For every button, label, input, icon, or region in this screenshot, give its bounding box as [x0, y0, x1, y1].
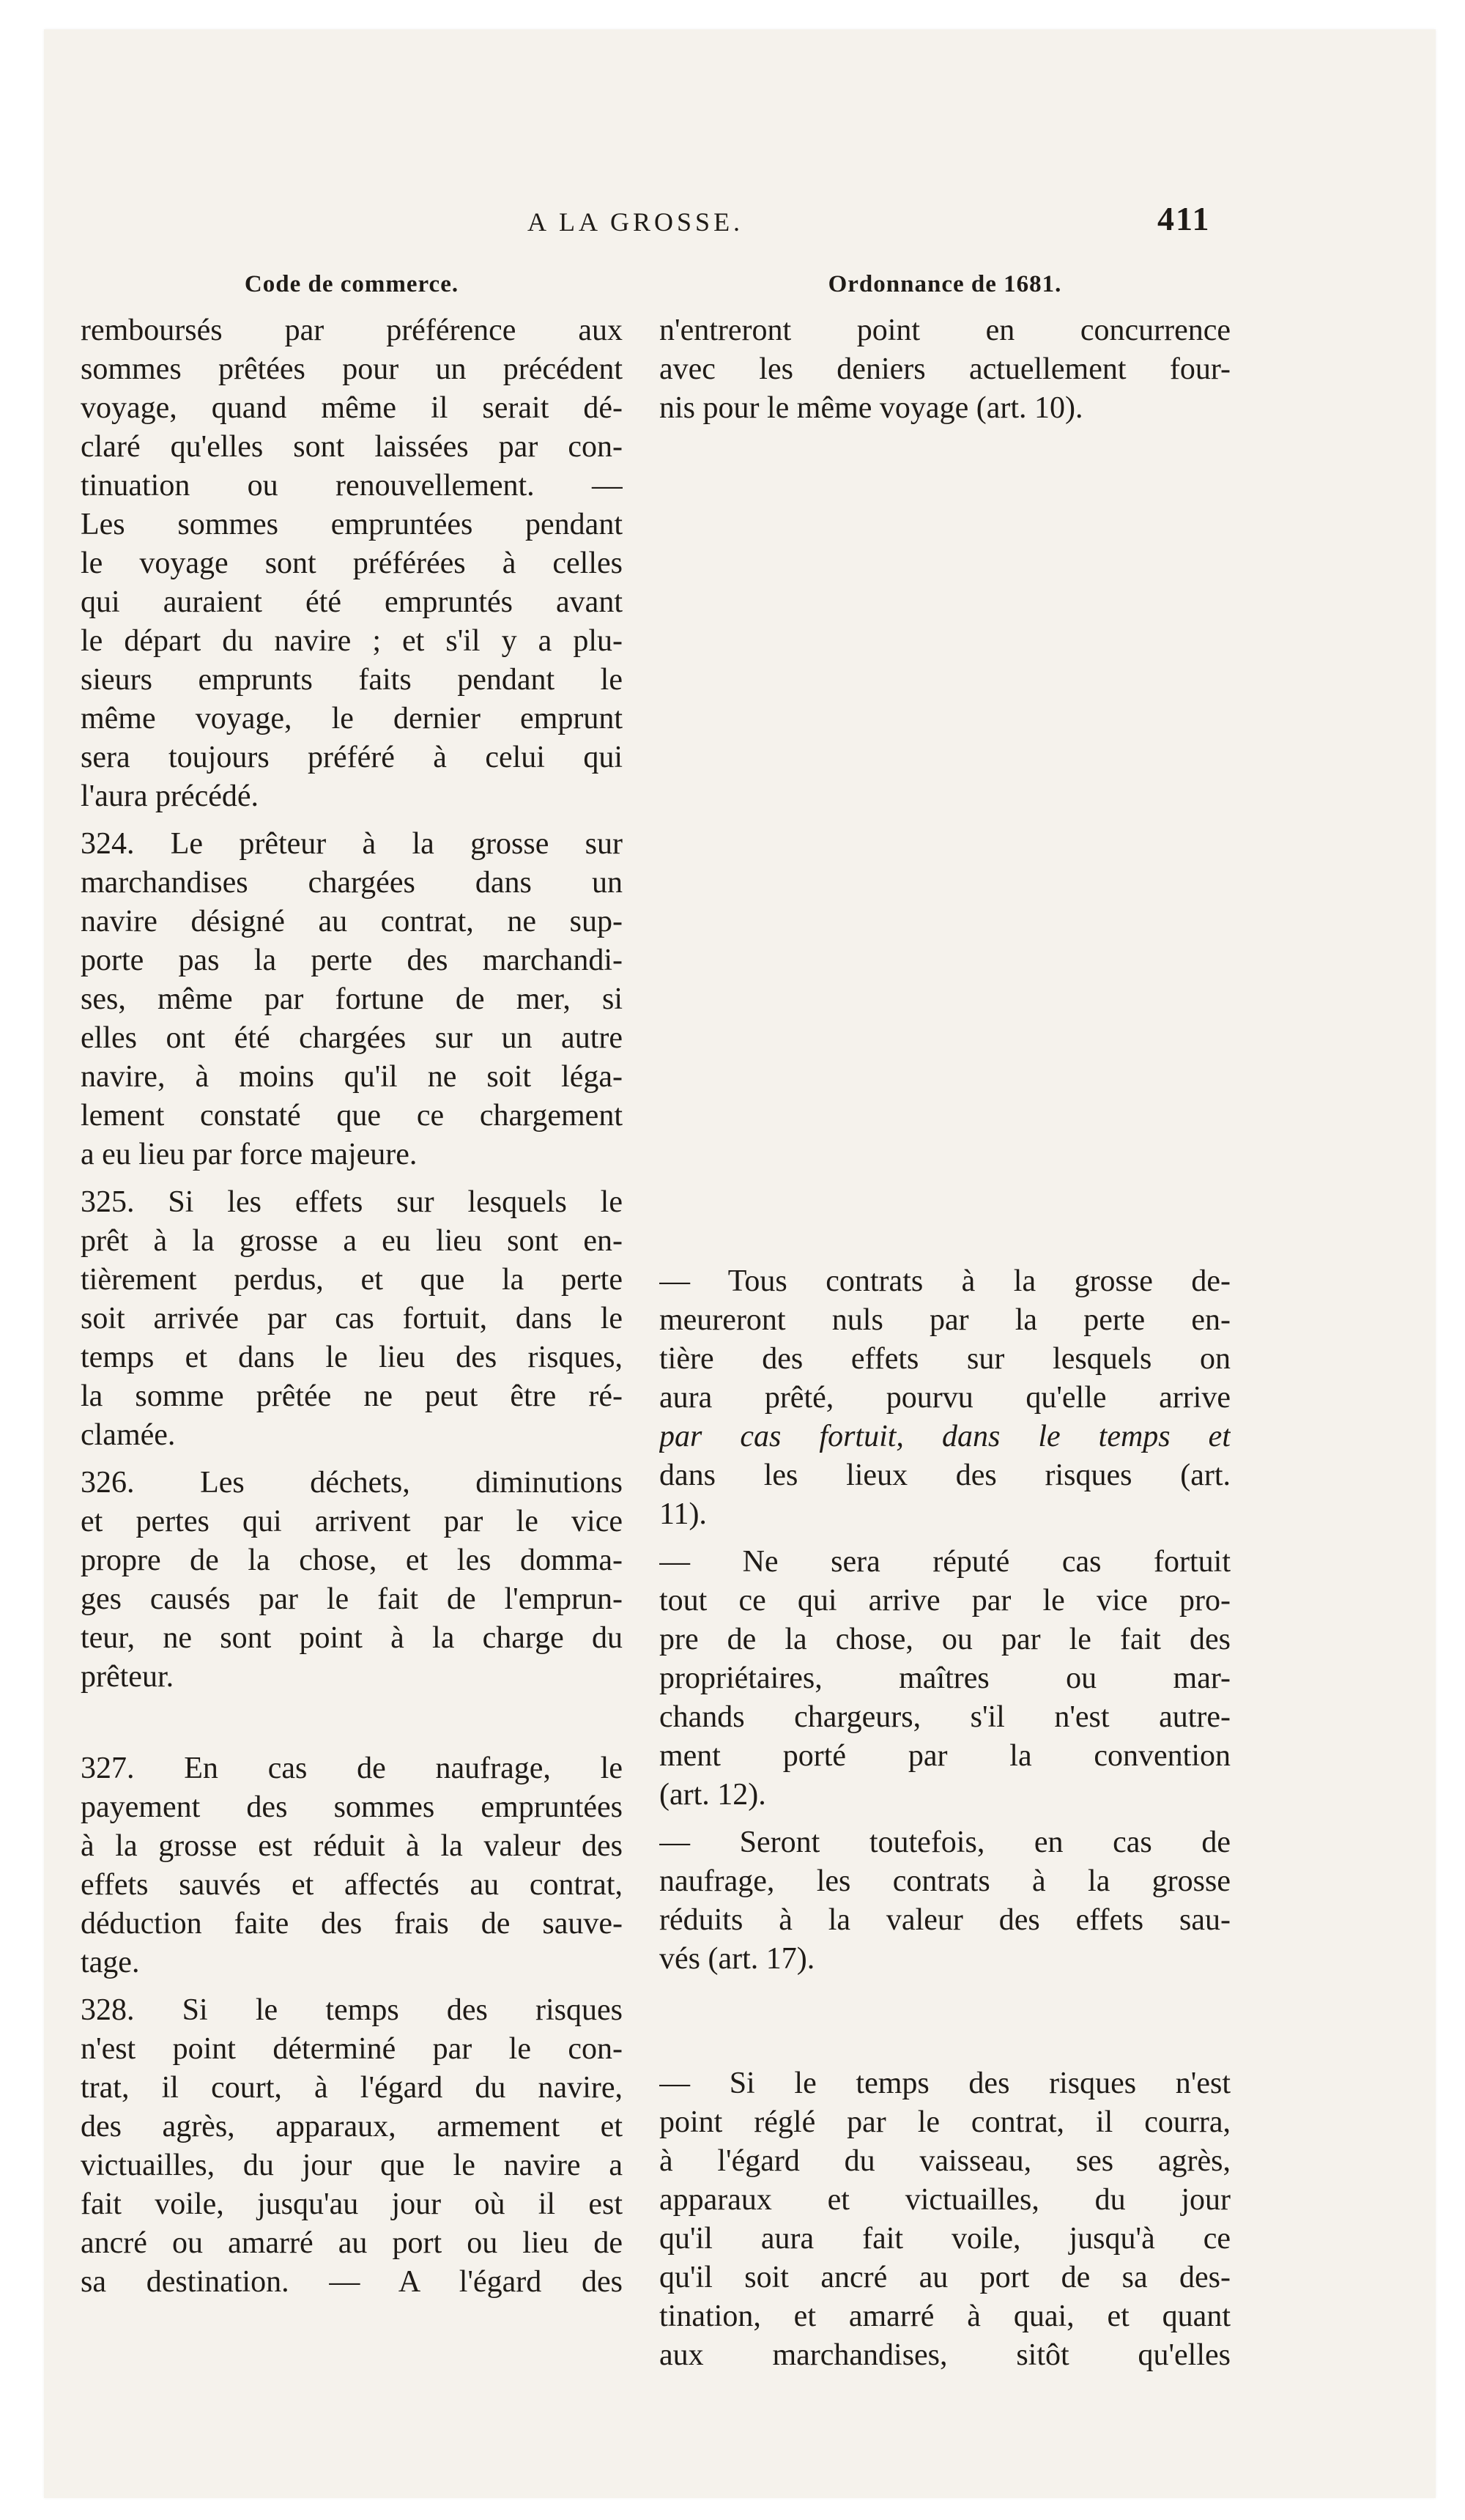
text-line: ancré ou amarré au port ou lieu de — [81, 2226, 623, 2260]
text-line: la somme prêtée ne peut être ré- — [81, 1379, 623, 1413]
text-line: qui auraient été empruntés avant — [81, 585, 623, 619]
right-column-heading: Ordonnance de 1681. — [828, 271, 1062, 297]
text-line: par cas fortuit, dans le temps et — [659, 1420, 1231, 1453]
text-line: prêteur. — [81, 1660, 174, 1694]
page-number: 411 — [1157, 200, 1211, 237]
text-line: Les sommes empruntées pendant — [81, 508, 623, 541]
text-line: effets sauvés et affectés au contrat, — [81, 1868, 623, 1902]
text-line: propriétaires, maîtres ou mar- — [659, 1661, 1231, 1695]
text-line: — Seront toutefois, en cas de — [659, 1826, 1231, 1859]
text-line: tière des effets sur lesquels on — [659, 1342, 1231, 1376]
text-line: des agrès, apparaux, armement et — [81, 2110, 623, 2143]
text-line: apparaux et victuailles, du jour — [659, 2183, 1231, 2217]
text-line: aura prêté, pourvu qu'elle arrive — [659, 1381, 1231, 1415]
text-line: sa destination. — A l'égard des — [81, 2265, 623, 2299]
text-line: meureront nuls par la perte en- — [659, 1303, 1231, 1337]
text-line: victuailles, du jour que le navire a — [81, 2149, 623, 2182]
text-line: remboursés par préférence aux — [81, 314, 623, 347]
ordonnance-art-17 — [659, 1823, 1231, 1979]
text-line: à l'égard du vaisseau, ses agrès, — [659, 2144, 1231, 2178]
text-line: tage. — [81, 1946, 140, 1979]
text-line: déduction faite des frais de sauve- — [81, 1907, 623, 1941]
text-line: 325. Si les effets sur lesquels le — [81, 1185, 623, 1219]
text-line: soit arrivée par cas fortuit, dans le — [81, 1302, 623, 1335]
text-line: ges causés par le fait de l'emprun- — [81, 1582, 623, 1616]
text-line: naufrage, les contrats à la grosse — [659, 1864, 1231, 1898]
text-line: nis pour le même voyage (art. 10). — [659, 391, 1083, 425]
text-line: le voyage sont préférées à celles — [81, 546, 623, 580]
text-line: point réglé par le contrat, il courra, — [659, 2105, 1231, 2139]
ordonnance-art-12 — [659, 1543, 1231, 1815]
text-line: elles ont été chargées sur un autre — [81, 1021, 623, 1055]
text-line: sommes prêtées pour un précédent — [81, 352, 623, 386]
article-326 — [81, 1464, 623, 1697]
text-line: n'est point déterminé par le con- — [81, 2032, 623, 2066]
text-line: navire, à moins qu'il ne soit léga- — [81, 1060, 623, 1094]
text-line: avec les deniers actuellement four- — [659, 352, 1231, 386]
text-line: claré qu'elles sont laissées par con- — [81, 430, 623, 464]
text-line: tination, et amarré à quai, et quant — [659, 2300, 1231, 2333]
text-line: prêt à la grosse a eu lieu sont en- — [81, 1224, 623, 1258]
text-line: n'entreront point en concurrence — [659, 314, 1231, 347]
text-line: ses, même par fortune de mer, si — [81, 982, 623, 1016]
article-327 — [81, 1749, 623, 1982]
running-head — [0, 200, 1465, 251]
text-line: clamée. — [81, 1418, 176, 1452]
text-line: vés (art. 17). — [659, 1942, 815, 1976]
article-328 — [81, 1991, 623, 2302]
text-line: ment porté par la convention — [659, 1739, 1231, 1773]
text-line: 327. En cas de naufrage, le — [81, 1752, 623, 1785]
right-block-continuation — [659, 311, 1231, 428]
text-line: marchandises chargées dans un — [81, 866, 623, 900]
text-line: porte pas la perte des marchandi- — [81, 944, 623, 977]
text-line: 326. Les déchets, diminutions — [81, 1466, 623, 1500]
text-line: tout ce qui arrive par le vice pro- — [659, 1584, 1231, 1617]
text-line: qu'il aura fait voile, jusqu'à ce — [659, 2222, 1231, 2256]
text-line: — Ne sera réputé cas fortuit — [659, 1545, 1231, 1579]
text-line: chands chargeurs, s'il n'est autre- — [659, 1700, 1231, 1734]
left-column-heading: Code de commerce. — [244, 271, 459, 297]
text-line: voyage, quand même il serait dé- — [81, 391, 623, 425]
article-325 — [81, 1183, 623, 1455]
text-line: tinuation ou renouvellement. — — [81, 469, 623, 503]
text-line: aux marchandises, sitôt qu'elles — [659, 2338, 1231, 2372]
text-line: réduits à la valeur des effets sau- — [659, 1903, 1231, 1937]
left-column — [81, 267, 623, 2302]
ordonnance-art-13 — [659, 2064, 1231, 2375]
text-line: payement des sommes empruntées — [81, 1790, 623, 1824]
text-line: propre de la chose, et les domma- — [81, 1544, 623, 1577]
text-line: 324. Le prêteur à la grosse sur — [81, 827, 623, 861]
text-line: temps et dans le lieu des risques, — [81, 1341, 623, 1374]
ordonnance-art-11 — [659, 1262, 1231, 1534]
text-line: teur, ne sont point à la charge du — [81, 1621, 623, 1655]
text-line: tièrement perdus, et que la perte — [81, 1263, 623, 1297]
text-line: qu'il soit ancré au port de sa des- — [659, 2261, 1231, 2294]
left-block-continuation — [81, 311, 623, 816]
text-line: l'aura précédé. — [81, 779, 259, 813]
article-324 — [81, 825, 623, 1174]
text-line: lement constaté que ce chargement — [81, 1099, 623, 1133]
text-line: sera toujours préféré à celui qui — [81, 741, 623, 774]
text-line: trat, il court, à l'égard du navire, — [81, 2071, 623, 2105]
text-line: — Tous contrats à la grosse de- — [659, 1264, 1231, 1298]
text-line: le départ du navire ; et s'il y a plu- — [81, 624, 623, 658]
text-line: fait voile, jusqu'au jour où il est — [81, 2187, 623, 2221]
text-line: dans les lieux des risques (art. — [659, 1459, 1231, 1492]
text-line: même voyage, le dernier emprunt — [81, 702, 623, 735]
text-line: navire désigné au contrat, ne sup- — [81, 905, 623, 938]
text-line: 11). — [659, 1497, 707, 1531]
right-column — [659, 267, 1231, 2375]
text-line: à la grosse est réduit à la valeur des — [81, 1829, 623, 1863]
text-line: pre de la chose, ou par le fait des — [659, 1623, 1231, 1656]
running-title: A LA GROSSE. — [527, 207, 744, 237]
text-line: et pertes qui arrivent par le vice — [81, 1505, 623, 1538]
text-line: sieurs emprunts faits pendant le — [81, 663, 623, 697]
text-line: — Si le temps des risques n'est — [659, 2067, 1231, 2100]
text-line: (art. 12). — [659, 1778, 766, 1812]
text-line: a eu lieu par force majeure. — [81, 1138, 418, 1171]
text-line: 328. Si le temps des risques — [81, 1993, 623, 2027]
